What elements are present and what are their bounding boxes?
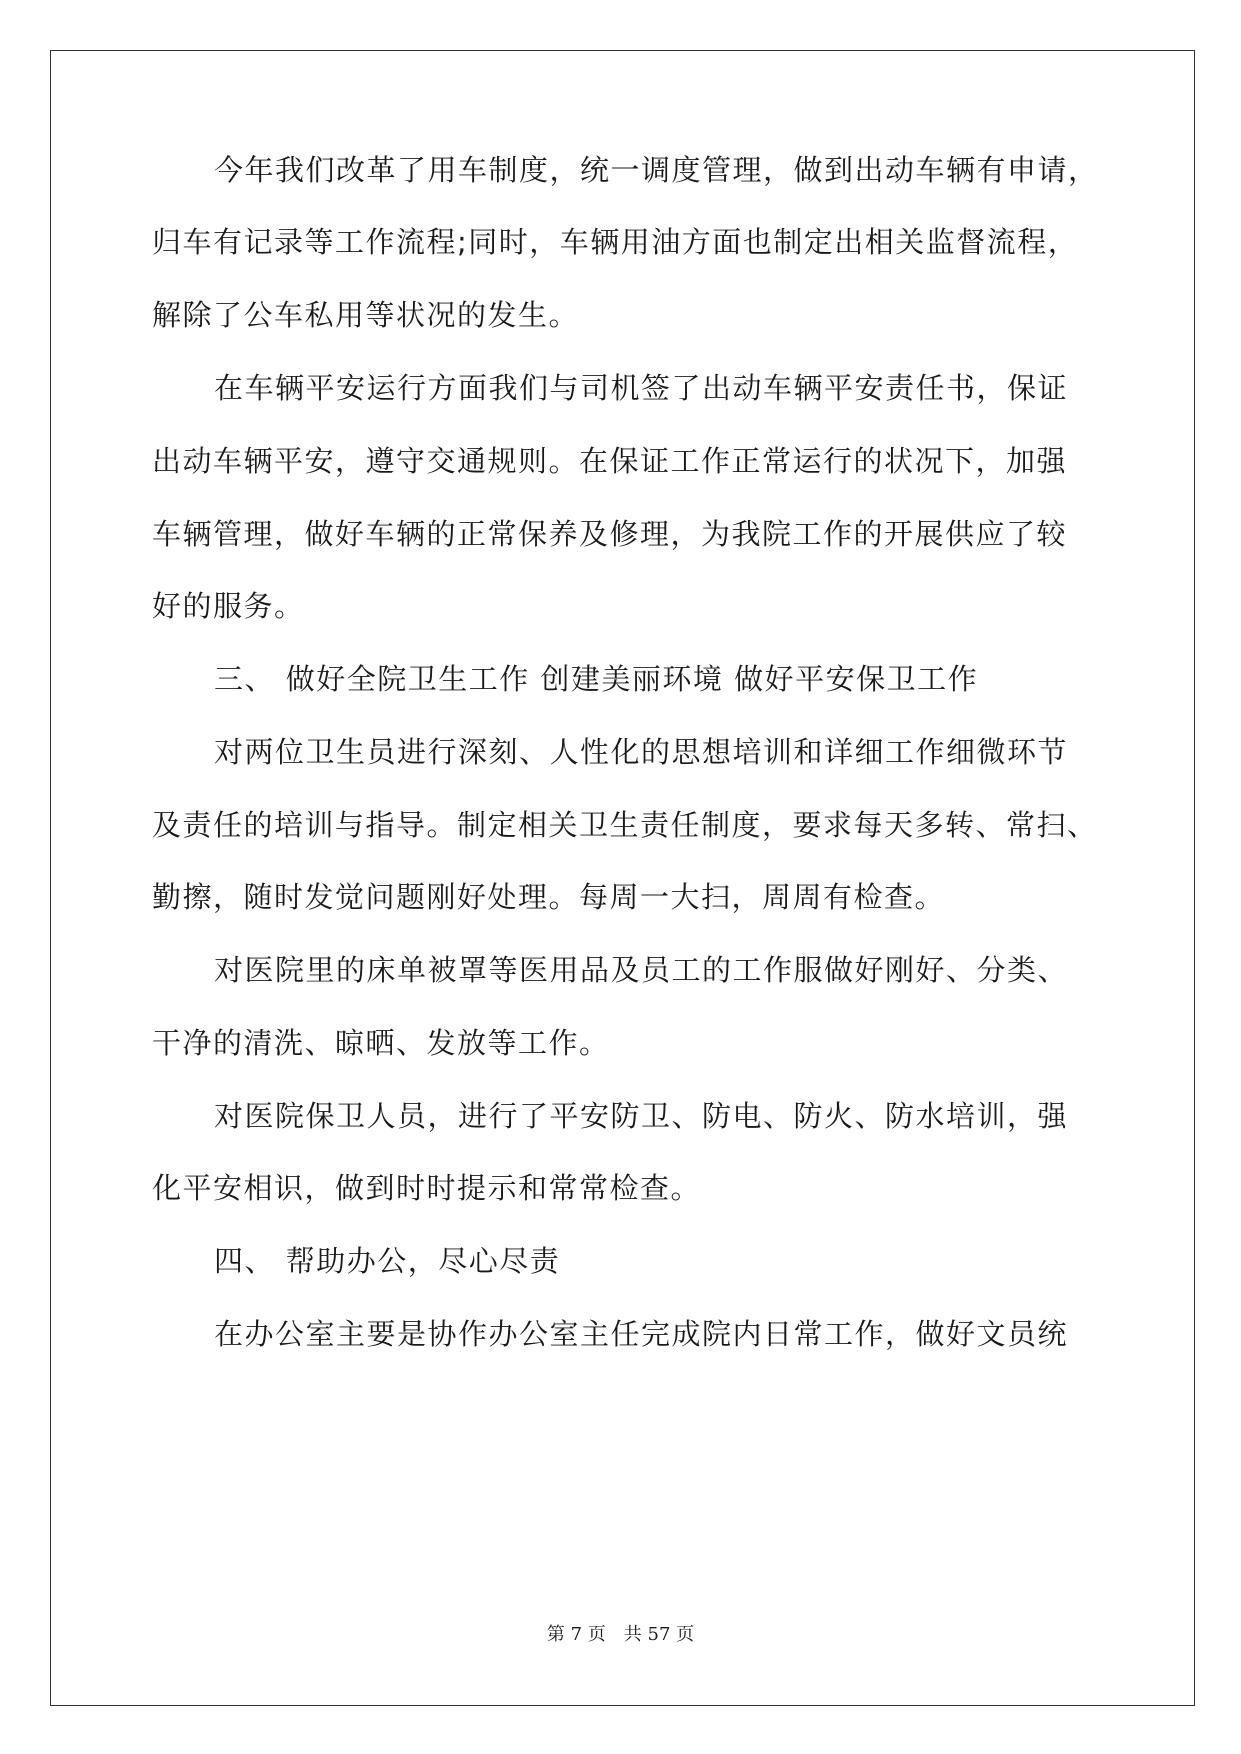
- paragraph-line: 今年我们改革了用车制度，统一调度管理，做到出动车辆有申请，: [214, 153, 1099, 187]
- paragraph-line: 及责任的培训与指导。制定相关卫生责任制度，要求每天多转、常扫、: [152, 808, 1098, 842]
- paragraph-line: 对医院里的床单被罩等医用品及员工的工作服做好刚好、分类、: [214, 953, 1069, 987]
- paragraph-line: 勤擦，随时发觉问题刚好处理。每周一大扫，周周有检查。: [152, 880, 946, 914]
- paragraph-line: 在车辆平安运行方面我们与司机签了出动车辆平安责任书，保证: [214, 371, 1069, 405]
- paragraph-line: 对医院保卫人员，进行了平安防卫、防电、防火、防水培训，强: [214, 1099, 1069, 1133]
- paragraph-line: 解除了公车私用等状况的发生。: [152, 298, 580, 332]
- paragraph-line: 干净的清洗、晾晒、发放等工作。: [152, 1026, 610, 1060]
- section-heading: 四、 帮助办公，尽心尽责: [214, 1244, 561, 1278]
- paragraph-line: 归车有记录等工作流程;同时，车辆用油方面也制定出相关监督流程，: [152, 225, 1079, 259]
- paragraph-line: 车辆管理，做好车辆的正常保养及修理，为我院工作的开展供应了较: [152, 517, 1068, 551]
- paragraph-line: 在办公室主要是协作办公室主任完成院内日常工作，做好文员统: [214, 1317, 1069, 1351]
- paragraph-line: 化平安相识，做到时时提示和常常检查。: [152, 1171, 702, 1205]
- section-heading: 三、 做好全院卫生工作 创建美丽环境 做好平安保卫工作: [214, 662, 979, 696]
- paragraph-line: 出动车辆平安，遵守交通规则。在保证工作正常运行的状况下，加强: [152, 444, 1068, 478]
- paragraph-line: 好的服务。: [152, 589, 305, 623]
- page-footer: 第 7 页 共 57 页: [546, 1624, 695, 1645]
- paragraph-line: 对两位卫生员进行深刻、人性化的思想培训和详细工作细微环节: [214, 735, 1069, 769]
